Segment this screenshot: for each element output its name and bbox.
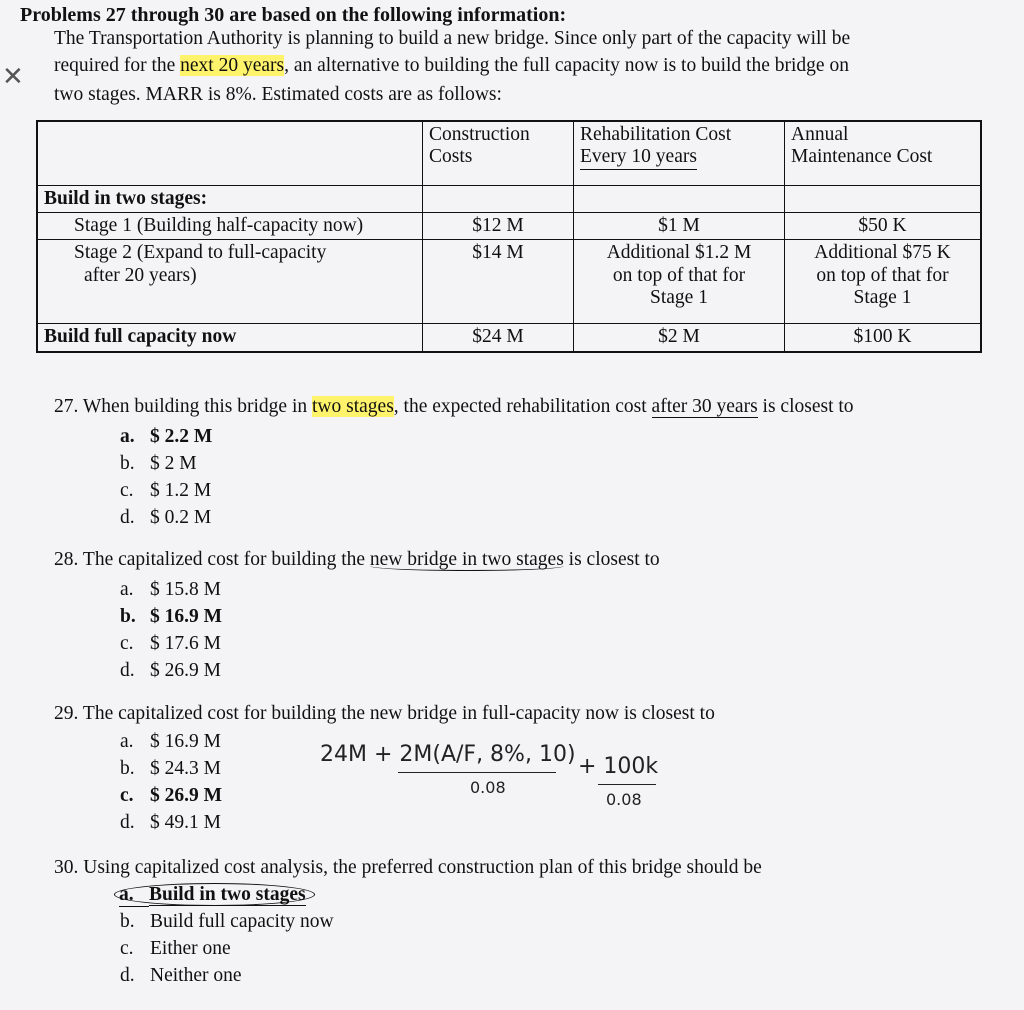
handwritten-x-mark: ✕	[2, 62, 24, 92]
option-29-d: d. $ 49.1 M	[120, 812, 221, 833]
option-30-d: d. Neither one	[120, 965, 242, 986]
option-28-b: b. $ 16.9 M	[120, 606, 223, 627]
option-27-b: b. $ 2 M	[120, 453, 197, 474]
table-row: Build full capacity now $24 M $2 M $100 K	[37, 324, 981, 352]
table-row: Stage 1 (Building half-capacity now) $12 M $1 M $50 K	[37, 212, 981, 239]
handwritten-denominator-2: 0.08	[606, 790, 642, 809]
option-27-d: d. $ 0.2 M	[120, 507, 212, 528]
option-27-c: c. $ 1.2 M	[120, 480, 212, 501]
question-30: 30. Using capitalized cost analysis, the preferred construction plan of this bridge should be	[54, 857, 762, 878]
handwritten-fraction-bar	[598, 784, 656, 785]
option-30-c: c. Either one	[120, 938, 231, 959]
question-27: 27. When building this bridge in two stages, the expected rehabilitation cost after 30 years is closest to	[54, 396, 854, 417]
option-29-b: b. $ 24.3 M	[120, 758, 221, 779]
option-28-c: c. $ 17.6 M	[120, 633, 221, 654]
handwritten-formula: 24M + 2M(A/F, 8%, 10)	[320, 742, 576, 767]
option-29-a: a. $ 16.9 M	[120, 731, 221, 752]
cost-table	[36, 120, 982, 353]
highlight-next-20-years: next 20 years	[180, 55, 285, 76]
intro-line-3: two stages. MARR is 8%. Estimated costs are as follows:	[54, 84, 502, 105]
option-30-a: a. Build in two stages	[120, 884, 315, 907]
table-header-row: Construction Costs Rehabilitation Cost Every 10 years Annual Maintenance Cost	[37, 121, 981, 185]
intro-line-2: required for the next 20 years, an alternative to building the full capacity now is to build the bridge on	[54, 55, 849, 76]
option-29-c: c. $ 26.9 M	[120, 785, 223, 806]
option-27-a: a. $ 2.2 M	[120, 426, 213, 447]
handwritten-fraction-bar	[398, 772, 556, 773]
option-30-b: b. Build full capacity now	[120, 911, 334, 932]
intro-line-1: The Transportation Authority is planning to build a new bridge. Since only part of the capacity will be	[54, 28, 851, 49]
question-29: 29. The capitalized cost for building the new bridge in full-capacity now is closest to	[54, 703, 715, 724]
question-28: 28. The capitalized cost for building the new bridge in two stages is closest to	[54, 549, 660, 570]
table-row: Stage 2 (Expand to full-capacity after 20 years) $14 M Additional $1.2 M on top of that for Stage 1 Additional $75 K on top of that for Stage 1	[37, 240, 981, 324]
handwritten-annual-term: + 100k	[578, 754, 659, 779]
table-row: Build in two stages:	[37, 185, 981, 212]
option-28-d: d. $ 26.9 M	[120, 660, 221, 681]
option-28-a: a. $ 15.8 M	[120, 579, 221, 600]
handwritten-denominator-1: 0.08	[470, 778, 506, 797]
problem-header: Problems 27 through 30 are based on the following information:	[20, 4, 567, 26]
